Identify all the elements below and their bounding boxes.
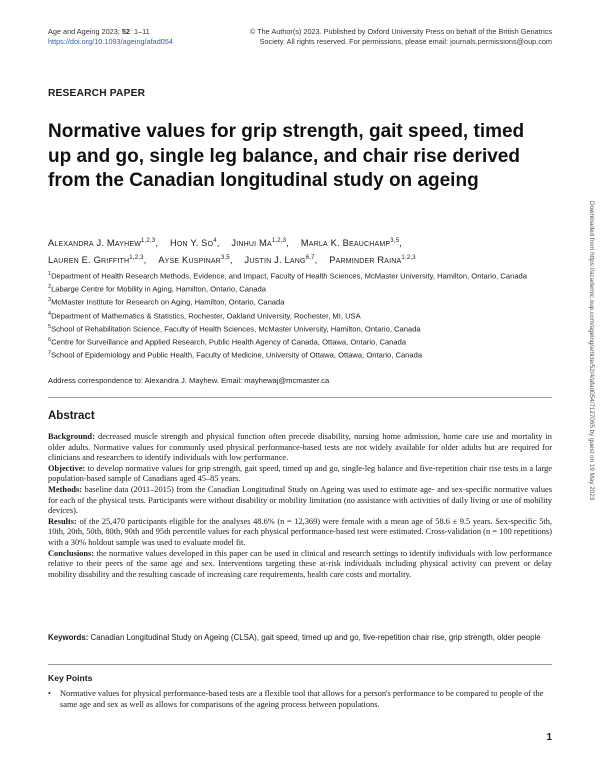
- abstract-conclusions: Conclusions: the normative values developed in this paper can be used in clinical and research settings to identify individuals with low performance relative to their peers of the same age and sex. Interventions targeting these at-risk individuals including physical activity can prevent or delay mobility disability and the resulting cascade of increasing care requirements, health care costs and mortality.: [48, 548, 552, 579]
- author: Hon Y. So$^4$,: [169, 238, 220, 249]
- doi-link[interactable]: https://doi.org/10.1093/ageing/afad054: [48, 37, 173, 46]
- author: Jinhui Ma$^{1,2,3}$,: [231, 238, 290, 249]
- author: Parminder Raina$^{1,2,3}$: [329, 255, 416, 266]
- bullet-icon: •: [48, 689, 51, 698]
- author: Justin J. Lang$^{6,7}$,: [244, 255, 318, 266]
- author-list: [48, 234, 548, 268]
- page-number: 1: [546, 732, 552, 743]
- affiliation: $^7$School of Epidemiology and Public Health, Faculty of Medicine, University of Ottawa, Ottawa, Ontario, Canada: [48, 350, 423, 360]
- affiliation: $^2$Labarge Centre for Mobility in Aging, Hamilton, Ontario, Canada: [48, 284, 266, 294]
- keywords: [48, 632, 552, 644]
- divider: [48, 664, 552, 665]
- abstract-heading: Abstract: [48, 410, 95, 422]
- download-watermark: Downloaded from https://academic.oup.com/ageing/article/52/4/afad054/7127065 by guest on 19 May 2023: [588, 201, 595, 501]
- author: Marla K. Beauchamp$^{3,5}$,: [300, 238, 403, 249]
- section-label: RESEARCH PAPER: [48, 88, 146, 99]
- author: Ayse Kuspinar$^{3,5}$,: [158, 255, 233, 266]
- divider: [48, 397, 552, 398]
- correspondence-address: Address correspondence to: Alexandra J. Mayhew. Email: mayhewaj@mcmaster.ca: [48, 376, 330, 385]
- affiliation: $^4$Department of Mathematics & Statistics, Rochester, Oakland University, Rochester, MI, USA: [48, 310, 361, 321]
- affiliation: $^6$Centre for Surveillance and Applied Research, Public Health Agency of Canada, Ottawa, Ontario, Canada: [48, 337, 407, 347]
- abstract-objective: Objective: to develop normative values for grip strength, gait speed, timed up and go, single-leg balance and five-repetition chair rise tests in a large population-based sample of Canadians aged 45–85 years.: [48, 463, 553, 484]
- abstract-background: Background: decreased muscle strength and physical function often precede disability, nursing home admission, home care use and mortality in older adults. Normative values for commonly used physical performance-based tests are not widely available for older adults but are required for clinicians and researchers to identify individuals with low performance.: [48, 432, 552, 463]
- keywords-text: Canadian Longitudinal Study on Ageing (CLSA), gait speed, timed up and go, five-repetition chair rise, grip strength, older people: [90, 633, 541, 642]
- author: Alexandra J. Mayhew$^{1,2,3}$,: [48, 238, 159, 249]
- paper-title: Normative values for grip strength, gait speed, timed up and go, single leg balance, and chair rise derived from the Canadian longitudinal study on ageing: [48, 121, 525, 191]
- affiliation-list: [48, 269, 548, 362]
- abstract-body: [48, 432, 552, 580]
- author: Lauren E. Griffith$^{1,2,3}$,: [48, 255, 147, 266]
- affiliation: $^1$Department of Health Research Methods, Evidence, and Impact, Faculty of Health Sciences, McMaster University, Hamilton, Ontario, Canada: [48, 271, 528, 281]
- affiliation: $^3$McMaster Institute for Research on Aging, Hamilton, Ontario, Canada: [48, 297, 285, 307]
- keywords-label: Keywords:: [48, 633, 89, 642]
- abstract-methods: Methods: baseline data (2011–2015) from the Canadian Longitudinal Study on Ageing was used to estimate age- and sex-specific normative values for each of the physical tests. Participants were without disability or mobility limitation (no assistance with activities of daily living or use of mobility devices).: [48, 484, 553, 516]
- journal-name: Age and Ageing 2023;: [48, 27, 120, 36]
- copyright-line-2: Society. All rights reserved. For permissions, please email: journals.permissions@oup.com: [259, 37, 552, 46]
- journal-volume: 52: [121, 27, 130, 36]
- key-points-heading: Key Points: [48, 673, 93, 683]
- key-point-item: • Normative values for physical performance-based tests are a flexible tool that allows for a person's performance to be compared to people of the same age and sex as well as allows for comparisons of the ageing process between populations.: [48, 689, 544, 709]
- abstract-results: Results: of the 25,470 participants eligible for the analyses 48.6% (n = 12,369) were female with a mean age of 58.6 ± 9.5 years. Sex-specific 5th, 10th, 20th, 50th, 80th, 90th and 95th percentile values for each physical performance-based test were estimated. Cross-validation (n = 100 repetitions) with a 30% holdout sample was used to evaluate model fit.: [48, 516, 553, 547]
- journal-citation: [48, 27, 173, 47]
- copyright-notice: [222, 27, 552, 47]
- copyright-line-1: © The Author(s) 2023. Published by Oxford University Press on behalf of the British Geriatrics: [249, 27, 552, 36]
- affiliation: $^5$School of Rehabilitation Science, Faculty of Health Sciences, McMaster University, Hamilton, Ontario, Canada: [48, 323, 421, 334]
- journal-pages: : 1–11: [129, 27, 150, 36]
